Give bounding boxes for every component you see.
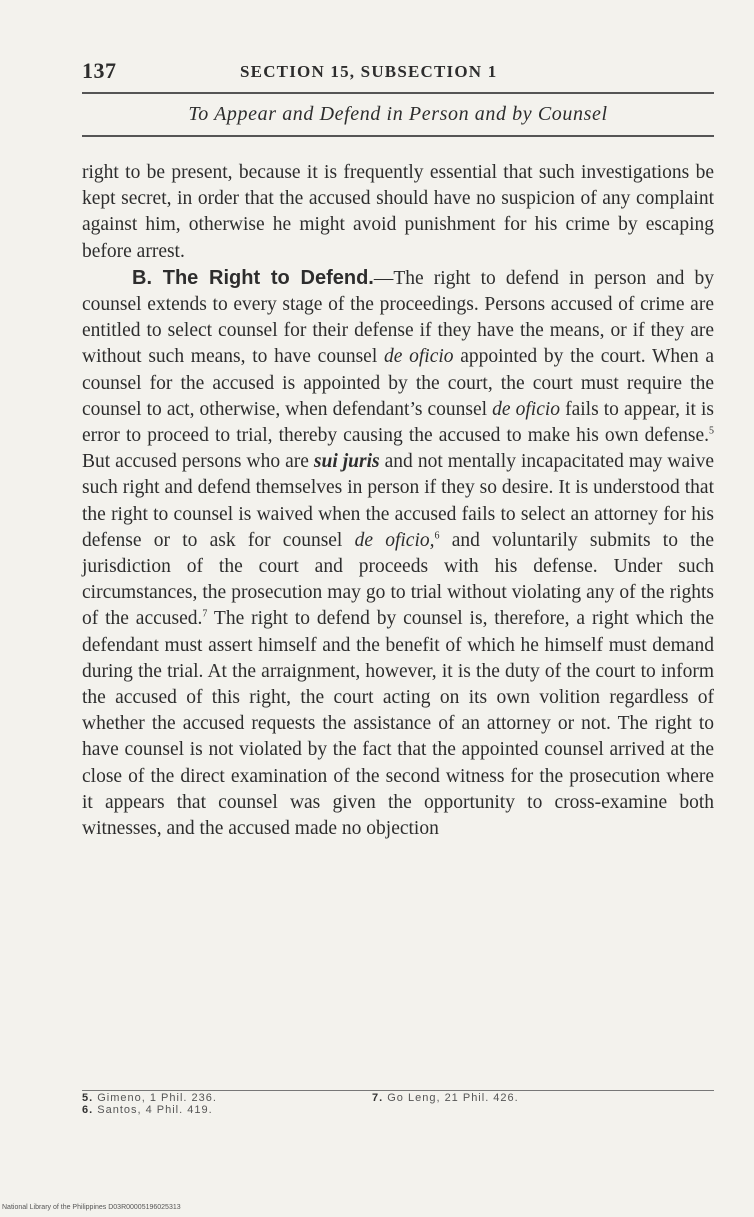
text-segment: and voluntarily submits to the jurisdiction of the court and proceeds with his defense. Under such circumstances, the prosecution may go to trial without violating any of the rights of the accused. bbox=[82, 529, 714, 630]
paragraph-continued: right to be present, because it is frequently essential that such investigations be kept secret, in order that the accused should have no suspicion of any complaint against him, otherwise he might avoid punishment for his crime by escaping before arrest. bbox=[82, 162, 714, 262]
footnote-6 bbox=[82, 1104, 217, 1116]
page-number: 137 bbox=[82, 58, 117, 83]
library-credit: National Library of the Philippines D03R00005196025313 bbox=[2, 1204, 181, 1211]
text-segment: and not mentally incapacitated may waive such right and defend themselves in person if they so desire. It is understood that the right to counsel is waived when the accused fails to select an attorney for his defense or to ask for counsel bbox=[82, 451, 714, 551]
section-heading: SECTION 15, SUBSECTION 1 bbox=[240, 62, 498, 81]
footnote-rule bbox=[82, 1090, 714, 1091]
italic-term: de oficio, bbox=[354, 529, 435, 551]
italic-term: de oficio bbox=[492, 398, 561, 420]
header-rule bbox=[82, 92, 714, 94]
text-segment: The right to defend by counsel is, therefore, a right which the defendant must assert himself and the benefit of which he himself must demand during the trial. At the arraignment, however, it is the duty of the court to inform the accused of this right, the court acting on its own volition regardless of whether the accused requests the assistance of an attorney or not. The right to have counsel is not violated by the fact that the appointed counsel arrived at the close of the direct examination of the second witness for the prosecution where it appears that counsel was given the opportunity to cross-examine both witnesses, and the accused made no objection bbox=[82, 608, 714, 840]
footnote-text: Gimeno, 1 Phil. 236. bbox=[97, 1092, 217, 1104]
em-dash: — bbox=[373, 267, 394, 289]
text-segment: But accused persons who are bbox=[82, 451, 314, 473]
italic-term: de oficio bbox=[383, 346, 454, 368]
footnote-ref-7: 7 bbox=[202, 608, 208, 620]
italic-term: sui juris bbox=[313, 451, 380, 473]
footnote-number: 6. bbox=[82, 1104, 94, 1116]
paragraph-right-to-defend bbox=[82, 265, 714, 842]
footnote-text: Go Leng, 21 Phil. 426. bbox=[387, 1092, 519, 1104]
footnote-column-left bbox=[82, 1092, 217, 1116]
footnote-number: 7. bbox=[372, 1092, 384, 1104]
footnote-7 bbox=[372, 1092, 519, 1104]
body-text bbox=[82, 160, 714, 842]
run-in-heading: B. The Right to Defend. bbox=[132, 266, 374, 289]
footnote-number: 5. bbox=[82, 1092, 94, 1104]
footnote-ref-5: 5 bbox=[709, 425, 714, 437]
footnote-text: Santos, 4 Phil. 419. bbox=[97, 1104, 213, 1116]
footnote-column-right bbox=[372, 1092, 519, 1104]
subheading-rule bbox=[82, 135, 714, 137]
text-segment: The right to defend in person and by counsel extends to every stage of the proceedings. Persons accused of crime are entitled to select counsel for their defense if they have the means, or if they are without such means, to have counsel bbox=[82, 267, 714, 368]
footnote-ref-6: 6 bbox=[434, 530, 440, 542]
subheading: To Appear and Defend in Person and by Counsel bbox=[188, 103, 608, 125]
text-segment: fails to appear, it is error to proceed to trial, thereby causing the accused to make his own defense. bbox=[82, 398, 714, 447]
text-segment: appointed by the court. When a counsel for the accused is appointed by the court, the court must require the counsel to act, otherwise, when defendant’s counsel bbox=[82, 346, 714, 420]
footnote-5 bbox=[82, 1092, 217, 1104]
